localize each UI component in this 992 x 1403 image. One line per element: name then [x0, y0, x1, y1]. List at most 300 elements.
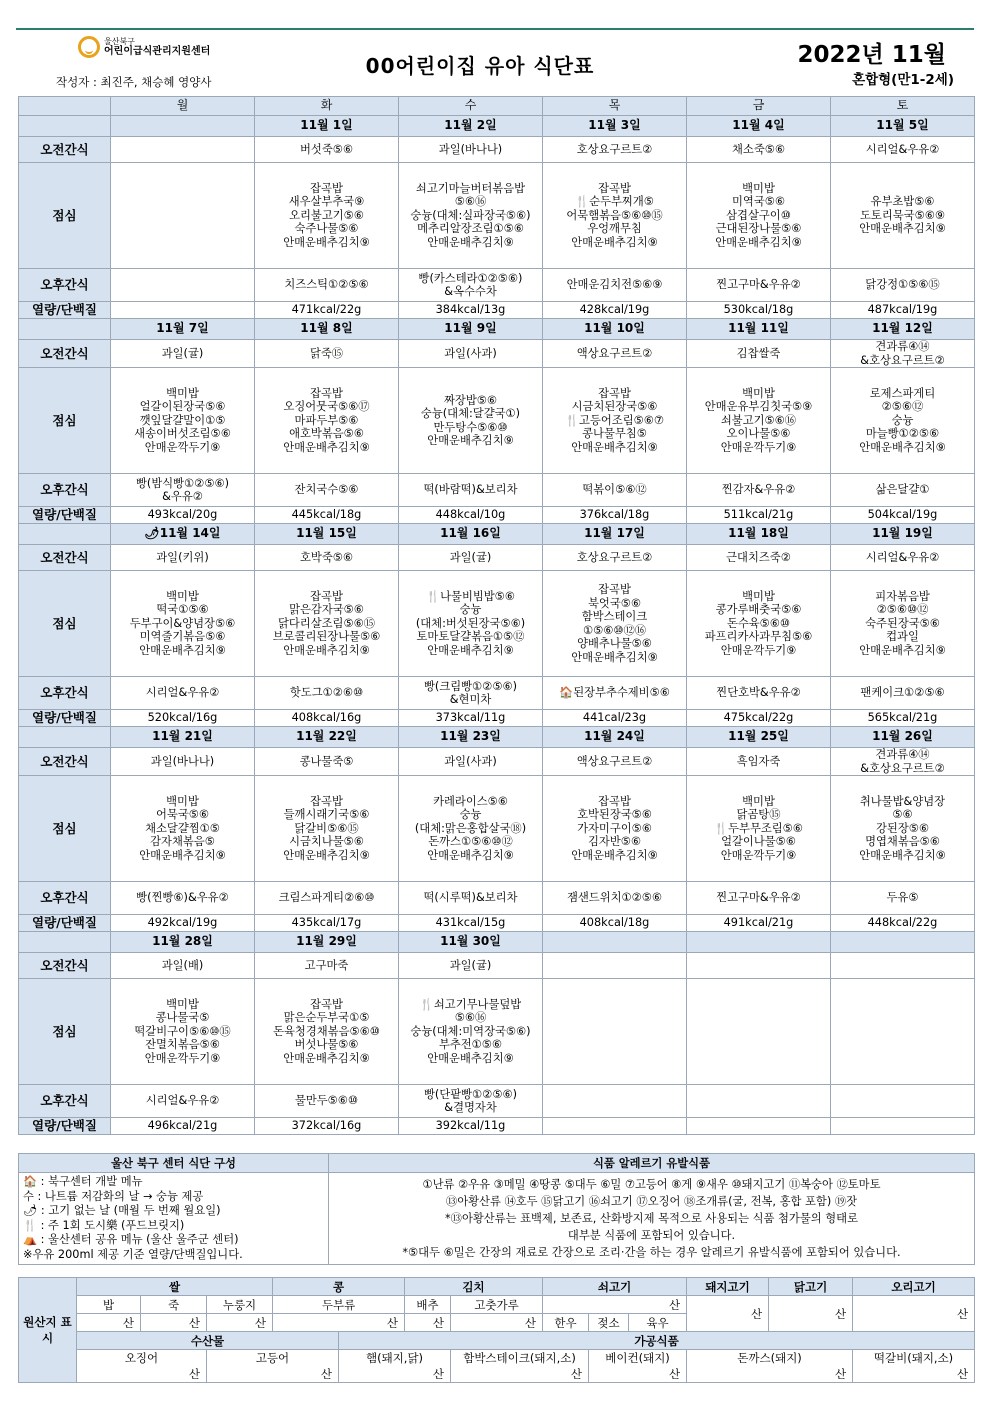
- kcal-item: 530kcal/18g: [723, 303, 794, 317]
- origin-bean-origin: 산: [273, 1314, 405, 1332]
- pm-label: 오후간식: [19, 1085, 111, 1118]
- am-cell: [543, 748, 687, 776]
- pm-item: &우유②: [162, 490, 203, 503]
- origin-pork-origin: 산: [687, 1296, 769, 1332]
- pm-item: 빵(찐빵⑥)&우유②: [136, 891, 229, 905]
- pm-item: 잔치국수⑤⑥: [294, 483, 359, 497]
- date-cell: 11월 16일: [399, 524, 543, 545]
- lunch-cell: [399, 979, 543, 1085]
- pm-label: 오후간식: [19, 474, 111, 507]
- pm-item: 빵(밤식빵①②⑤⑥): [136, 476, 229, 490]
- kcal-item: 408kcal/16g: [291, 711, 362, 725]
- date-cell: 11월 1일: [255, 116, 399, 137]
- top-rule: [16, 28, 974, 30]
- kcal-cell: [831, 915, 975, 932]
- am-item: 과일(사과): [444, 346, 497, 360]
- lunch-item: 안매운깍두기⑨: [720, 643, 797, 657]
- lunch-item: ②⑤⑥⑩⑫: [876, 603, 929, 617]
- legend-menu-line: 🏠 : 북구센터 개발 메뉴: [23, 1175, 143, 1188]
- pm-cell: [255, 269, 399, 302]
- pm-item: &결명자차: [444, 1101, 497, 1114]
- origin-pork: 돼지고기: [687, 1278, 769, 1296]
- lunch-label: 점심: [19, 776, 111, 882]
- pm-label: 오후간식: [19, 269, 111, 302]
- date-cell: 11월 25일: [687, 727, 831, 748]
- am-cell: [831, 545, 975, 571]
- pm-item: 크림스파게티②⑥⑩: [278, 891, 375, 905]
- lunch-item: 떡갈비구이⑤⑥⑩⑮: [134, 1024, 231, 1038]
- lunch-item: 백미밥: [742, 794, 775, 808]
- am-item: 과일(귤): [449, 550, 492, 564]
- kcal-item: 441cal/23g: [582, 711, 647, 725]
- kcal-cell: [255, 507, 399, 524]
- kcal-item: 511kcal/21g: [723, 508, 794, 522]
- lunch-item: 🍴순두부찌개⑤: [575, 195, 654, 209]
- lunch-item: 돈까스①⑤⑥⑩⑫: [428, 835, 513, 849]
- origin-seafood-origin: 산: [188, 1367, 200, 1381]
- am-cell: [831, 748, 975, 776]
- origin-processed-item: 떡갈비(돼지,소): [873, 1351, 954, 1365]
- kcal-cell: [831, 1118, 975, 1135]
- kcal-item: 408kcal/18g: [579, 916, 650, 930]
- am-cell: [399, 340, 543, 368]
- date-cell: 11월 3일: [543, 116, 687, 137]
- lunch-item: 브로콜리된장나물⑤⑥: [272, 630, 381, 644]
- lunch-item: 백미밥: [742, 589, 775, 603]
- date-row: [19, 116, 975, 137]
- lunch-cell: [831, 776, 975, 882]
- pm-cell: [111, 474, 255, 507]
- origin-rice-origin: 산: [77, 1314, 141, 1332]
- pm-cell: [543, 269, 687, 302]
- pm-item: 빵(단팥빵①②⑤⑥): [424, 1087, 517, 1101]
- date-cell: 11월 29일: [255, 932, 399, 953]
- kcal-item: 565kcal/21g: [867, 711, 938, 725]
- am-item: 김찹쌀죽: [736, 346, 781, 360]
- lunch-item: 잡곡밥: [310, 181, 343, 195]
- kcal-item: 520kcal/16g: [147, 711, 218, 725]
- kcal-item: 496kcal/21g: [147, 1119, 218, 1133]
- date-cell: 11월 19일: [831, 524, 975, 545]
- date-row-corner: [19, 116, 111, 137]
- kcal-label: 열량/단백질: [19, 710, 111, 727]
- pm-cell: [543, 677, 687, 710]
- pm-cell: [831, 677, 975, 710]
- date-cell: 11월 21일: [111, 727, 255, 748]
- am-item: &호상요구르트②: [860, 353, 945, 367]
- am-cell: [111, 748, 255, 776]
- origin-rice-item: 죽: [141, 1296, 207, 1314]
- legend-menu-line: ※우유 200ml 제공 기준 열량/단백질입니다.: [23, 1247, 243, 1261]
- lunch-cell: [831, 571, 975, 677]
- kcal-cell: [255, 915, 399, 932]
- lunch-row: [19, 571, 975, 677]
- pm-cell: [399, 1085, 543, 1118]
- am-item: 액상요구르트②: [576, 346, 653, 360]
- lunch-item: 잡곡밥: [310, 997, 343, 1011]
- origin-side-label: 원산지 표시: [19, 1278, 77, 1383]
- lunch-item: 안매운배추김치⑨: [283, 848, 370, 862]
- kcal-item: 448kcal/22g: [867, 916, 938, 930]
- lunch-cell: [687, 571, 831, 677]
- lunch-item: 카레라이스⑤⑥: [433, 794, 508, 808]
- date-cell: 🌶11월 14일: [111, 524, 255, 545]
- lunch-item: 잡곡밥: [310, 386, 343, 400]
- lunch-item: 미역줄기볶음⑤⑥: [139, 630, 226, 644]
- lunch-cell: [399, 163, 543, 269]
- pm-cell: [255, 474, 399, 507]
- am-item: 채소죽⑤⑥: [732, 142, 785, 156]
- origin-table: [18, 1277, 975, 1383]
- lunch-item: 백미밥: [166, 997, 199, 1011]
- lunch-item: 안매운배추김치⑨: [427, 848, 514, 862]
- lunch-item: 🍴고등어조림⑤⑥⑦: [564, 413, 664, 427]
- lunch-cell: [543, 163, 687, 269]
- lunch-item: 콩나물무침⑤: [582, 427, 647, 441]
- legend-menu-line: 🍴 : 주 1회 도시樂 (푸드브릿지): [23, 1218, 185, 1232]
- origin-processed-origin: 산: [834, 1367, 847, 1381]
- pm-item: 핫도그①②⑥⑩: [289, 686, 364, 700]
- lunch-item: 애호박볶음⑤⑥: [289, 427, 364, 441]
- lunch-item: 로제스파게티: [869, 386, 936, 400]
- origin-kimchi-origin: 산: [405, 1314, 451, 1332]
- kcal-item: 431kcal/15g: [435, 916, 506, 930]
- lunch-item: 콩나물국⑤: [155, 1011, 210, 1025]
- origin-rice-origin: 산: [207, 1314, 273, 1332]
- kcal-label: 열량/단백질: [19, 302, 111, 319]
- lunch-item: 안매운배추김치⑨: [859, 440, 946, 454]
- lunch-item: 닭다리살조림⑤⑥⑮: [277, 616, 376, 630]
- am-item: 견과류④⑭: [875, 340, 930, 353]
- lunch-item: 안매운배추김치⑨: [427, 643, 514, 657]
- lunch-item: 숙주나물⑤⑥: [294, 222, 359, 236]
- origin-beef-item: 젖소: [589, 1314, 629, 1332]
- lunch-item: 얼갈이된장국⑤⑥: [139, 400, 226, 414]
- menu-table: [18, 96, 975, 1135]
- lunch-item: 안매운배추김치⑨: [571, 440, 658, 454]
- origin-processed-origin: 산: [432, 1367, 445, 1381]
- lunch-cell: [111, 979, 255, 1085]
- origin-processed-origin: 산: [668, 1367, 681, 1381]
- lunch-item: ①⑤⑥⑩⑫⑯: [582, 623, 647, 637]
- lunch-item: 깻잎달걀말이①⑤: [139, 413, 226, 427]
- day-header-row: [19, 97, 975, 116]
- lunch-item: 안매운배추김치⑨: [139, 848, 226, 862]
- am-item: 과일(바나나): [438, 142, 503, 156]
- pm-row: [19, 882, 975, 915]
- am-cell: [255, 340, 399, 368]
- pm-cell: [543, 474, 687, 507]
- lunch-row: [19, 979, 975, 1085]
- kcal-item: 471kcal/22g: [291, 303, 362, 317]
- lunch-item: 안매운배추김치⑨: [283, 1051, 370, 1065]
- lunch-item: 강된장⑤⑥: [876, 821, 929, 835]
- kcal-item: 491kcal/21g: [723, 916, 794, 930]
- pm-cell: [111, 1085, 255, 1118]
- kcal-row: [19, 1118, 975, 1135]
- lunch-item: (대체:버섯된장국⑤⑥): [415, 616, 526, 630]
- date-row-corner: [19, 932, 111, 953]
- am-label: 오전간식: [19, 748, 111, 776]
- pm-item: &옥수수차: [444, 285, 497, 298]
- lunch-item: ⑤⑥⑯: [454, 1011, 487, 1025]
- legend-right-title: 식품 알레르기 유발식품: [329, 1154, 975, 1173]
- kcal-item: 373kcal/11g: [435, 711, 506, 725]
- am-row: [19, 340, 975, 368]
- kcal-cell: [543, 915, 687, 932]
- am-cell: [111, 953, 255, 979]
- kcal-item: 392kcal/11g: [435, 1119, 506, 1133]
- am-item: 고구마죽: [304, 958, 349, 972]
- pm-item: 닭강정①⑤⑥⑮: [865, 278, 940, 292]
- origin-beef: 쇠고기: [543, 1278, 687, 1296]
- lunch-item: 쇠고기마늘버터볶음밥: [415, 181, 526, 195]
- lunch-item: 오징어뭇국⑤⑥⑰: [283, 400, 370, 414]
- origin-beef-item: 한우: [543, 1314, 589, 1332]
- kcal-cell: [111, 1118, 255, 1135]
- date-cell: [111, 116, 255, 137]
- pm-item: 찐단호박&우유②: [716, 686, 801, 700]
- am-cell: [111, 340, 255, 368]
- kcal-cell: [543, 302, 687, 319]
- pm-cell: [831, 269, 975, 302]
- date-cell: 11월 18일: [687, 524, 831, 545]
- lunch-item: 함박스테이크: [581, 610, 648, 623]
- origin-rice: 쌀: [77, 1278, 273, 1296]
- lunch-item: 안매운깍두기⑨: [144, 440, 221, 454]
- lunch-label: 점심: [19, 368, 111, 474]
- date-cell: [543, 932, 687, 953]
- lunch-cell: [831, 163, 975, 269]
- date-cell: 11월 23일: [399, 727, 543, 748]
- lunch-item: 🍴쇠고기무나물덮밥: [419, 997, 522, 1011]
- pm-item: 빵(카스테라①②⑤⑥): [418, 271, 523, 285]
- pm-item: 떡(시루떡)&보리차: [423, 891, 518, 905]
- year-month: 2022년 11월: [797, 42, 946, 68]
- lunch-cell: [111, 163, 255, 269]
- date-cell: 11월 4일: [687, 116, 831, 137]
- lunch-item: 안매운깍두기⑨: [720, 848, 797, 862]
- pm-item: 두유⑤: [886, 891, 919, 905]
- lunch-cell: [111, 571, 255, 677]
- lunch-cell: [831, 368, 975, 474]
- origin-seafood-cell: [207, 1350, 339, 1383]
- pm-cell: [399, 474, 543, 507]
- lunch-cell: [687, 979, 831, 1085]
- pm-cell: [687, 882, 831, 915]
- lunch-item: 만두탕수⑤⑥⑩: [433, 420, 508, 434]
- am-row: [19, 545, 975, 571]
- lunch-item: 숭늉(대체:달걀국①): [420, 407, 521, 420]
- lunch-item: 파프리카사과무침⑤⑥: [704, 630, 813, 644]
- am-cell: [255, 748, 399, 776]
- legend-table: [18, 1153, 975, 1265]
- am-item: &호상요구르트②: [860, 761, 945, 775]
- lunch-item: 도토리묵국⑤⑥⑨: [860, 208, 945, 222]
- day-header: 토: [831, 97, 975, 116]
- pm-item: 삶은달걀①: [875, 483, 930, 497]
- pm-item: 🏠된장부추수제비⑤⑥: [559, 686, 670, 700]
- pm-label: 오후간식: [19, 882, 111, 915]
- legend-menu-line: ⛺ : 울산센터 공유 메뉴 (울산 울주군 센터): [23, 1233, 239, 1246]
- lunch-cell: [831, 979, 975, 1085]
- lunch-item: 잡곡밥: [310, 794, 343, 808]
- kcal-cell: [543, 710, 687, 727]
- lunch-item: 맑은순두부국①⑤: [283, 1011, 370, 1025]
- am-label: 오전간식: [19, 953, 111, 979]
- am-item: 과일(키위): [156, 550, 209, 564]
- pm-item: &현미차: [449, 693, 492, 706]
- kcal-cell: [111, 507, 255, 524]
- kcal-cell: [399, 507, 543, 524]
- origin-beef-origin: 산: [543, 1296, 687, 1314]
- lunch-item: 숭늉: [891, 413, 914, 427]
- lunch-item: 시금치나물⑤⑥: [289, 835, 364, 849]
- day-header: 월: [111, 97, 255, 116]
- day-header: 수: [399, 97, 543, 116]
- lunch-cell: [255, 368, 399, 474]
- kcal-cell: [831, 507, 975, 524]
- lunch-item: 마파두부⑤⑥: [294, 413, 359, 427]
- lunch-cell: [255, 571, 399, 677]
- lunch-item: 백미밥: [166, 386, 199, 400]
- lunch-cell: [399, 368, 543, 474]
- lunch-item: 백미밥: [742, 181, 775, 195]
- day-header: 목: [543, 97, 687, 116]
- legend-allergen-line: 대부분 식품에 포함되어 있습니다.: [567, 1229, 736, 1242]
- lunch-item: 떡국①⑤⑥: [156, 603, 209, 617]
- lunch-item: 숭늉: [459, 603, 482, 617]
- lunch-item: 백미밥: [166, 794, 199, 808]
- kcal-cell: [687, 710, 831, 727]
- am-row: [19, 748, 975, 776]
- origin-processed-item: 햄(돼지,닭): [365, 1351, 424, 1365]
- lunch-item: 새송이버섯조림⑤⑥: [134, 427, 231, 441]
- date-cell: 11월 26일: [831, 727, 975, 748]
- am-cell: [399, 953, 543, 979]
- am-item: 호박죽⑤⑥: [300, 550, 353, 564]
- am-label: 오전간식: [19, 137, 111, 163]
- kcal-cell: [687, 507, 831, 524]
- day-header: 금: [687, 97, 831, 116]
- am-cell: [399, 137, 543, 163]
- origin-duck: 오리고기: [853, 1278, 975, 1296]
- am-row: [19, 137, 975, 163]
- kcal-row: [19, 507, 975, 524]
- pm-item: 팬케이크①②⑤⑥: [860, 686, 945, 700]
- pm-item: 시리얼&우유②: [145, 686, 220, 700]
- pm-cell: [255, 677, 399, 710]
- am-cell: [543, 340, 687, 368]
- origin-processed-cell: [853, 1350, 975, 1383]
- pm-item: 잼샌드위치①②⑤⑥: [566, 891, 663, 905]
- lunch-item: 🍴나물비빔밥⑤⑥: [426, 589, 515, 603]
- date-cell: 11월 7일: [111, 319, 255, 340]
- kcal-cell: [399, 302, 543, 319]
- am-cell: [687, 545, 831, 571]
- kcal-cell: [399, 915, 543, 932]
- origin-processed-cell: [339, 1350, 451, 1383]
- lunch-item: 안매운배추김치⑨: [427, 434, 514, 447]
- kcal-cell: [687, 1118, 831, 1135]
- lunch-item: 명엽채볶음⑤⑥: [865, 835, 940, 849]
- lunch-item: 안매운깍두기⑨: [720, 440, 797, 454]
- lunch-item: 안매운배추김치⑨: [571, 848, 658, 862]
- lunch-item: 미역국⑤⑥: [732, 195, 785, 209]
- pm-cell: [111, 882, 255, 915]
- am-cell: [687, 748, 831, 776]
- origin-seafood-item: 오징어: [124, 1351, 159, 1365]
- legend-menu-line: 🌶 : 고기 없는 날 (매월 두 번째 월요일): [23, 1204, 221, 1217]
- am-cell: [111, 545, 255, 571]
- pm-item: 떡볶이⑤⑥⑫: [582, 483, 647, 497]
- page-title: 00어린이집 유아 식단표: [365, 54, 595, 78]
- lunch-item: 잡곡밥: [310, 589, 343, 603]
- smile-logo-icon: [78, 36, 100, 58]
- am-cell: [111, 137, 255, 163]
- pm-item: 찐감자&우유②: [721, 483, 796, 497]
- date-row-corner: [19, 727, 111, 748]
- origin-duck-origin: 산: [853, 1296, 975, 1332]
- origin-rice-origin: 산: [141, 1314, 207, 1332]
- pm-item: 찐고구마&우유②: [716, 278, 801, 292]
- lunch-item: 메추리알장조림①⑤⑥: [417, 222, 524, 236]
- date-cell: 11월 5일: [831, 116, 975, 137]
- pm-cell: [543, 1085, 687, 1118]
- am-item: 과일(귤): [449, 958, 492, 972]
- origin-chicken-origin: 산: [769, 1296, 853, 1332]
- kcal-item: 448kcal/10g: [435, 508, 506, 522]
- date-cell: 11월 28일: [111, 932, 255, 953]
- lunch-item: 숭늉: [459, 808, 482, 822]
- date-cell: 11월 17일: [543, 524, 687, 545]
- date-cell: 11월 2일: [399, 116, 543, 137]
- lunch-item: 가자미구이⑤⑥: [577, 821, 652, 835]
- lunch-item: 버섯나물⑤⑥: [294, 1038, 359, 1052]
- pm-item: 떡(바람떡)&보리차: [423, 483, 518, 497]
- am-cell: [543, 137, 687, 163]
- date-cell: 11월 11일: [687, 319, 831, 340]
- legend-allergen-line: ①난류 ②우유 ③메밀 ④땅콩 ⑤대두 ⑥밀 ⑦고등어 ⑧게 ⑨새우 ⑩돼지고기 ⑪복숭아 ⑫토마토: [422, 1178, 881, 1191]
- author: 작성자 : 최진주, 채승혜 영양사: [56, 75, 212, 89]
- lunch-item: ⑤⑥: [892, 808, 913, 822]
- origin-bean: 콩: [273, 1278, 405, 1296]
- kcal-label: 열량/단백질: [19, 1118, 111, 1135]
- lunch-item: 백미밥: [166, 589, 199, 603]
- lunch-item: 취나물밥&양념장: [859, 794, 946, 808]
- kcal-label: 열량/단백질: [19, 915, 111, 932]
- kcal-cell: [543, 1118, 687, 1135]
- lunch-cell: [543, 571, 687, 677]
- lunch-item: 토마토달걀볶음①⑤⑫: [416, 630, 525, 644]
- kcal-cell: [111, 915, 255, 932]
- lunch-item: 부추전①⑤⑥: [438, 1038, 503, 1052]
- lunch-cell: [255, 979, 399, 1085]
- menu-type: 혼합형(만1-2세): [852, 72, 954, 88]
- lunch-cell: [687, 368, 831, 474]
- origin-seafood-item: 고등어: [255, 1351, 290, 1365]
- pm-row: [19, 1085, 975, 1118]
- lunch-item: 들깨시래기국⑤⑥: [283, 808, 370, 822]
- pm-cell: [831, 882, 975, 915]
- date-row: [19, 524, 975, 545]
- lunch-item: 마늘빵①②⑤⑥: [865, 427, 940, 441]
- lunch-item: 잡곡밥: [598, 794, 631, 808]
- am-item: 과일(바나나): [150, 754, 215, 768]
- date-row: [19, 319, 975, 340]
- pm-cell: [831, 474, 975, 507]
- kcal-item: 475kcal/22g: [723, 711, 794, 725]
